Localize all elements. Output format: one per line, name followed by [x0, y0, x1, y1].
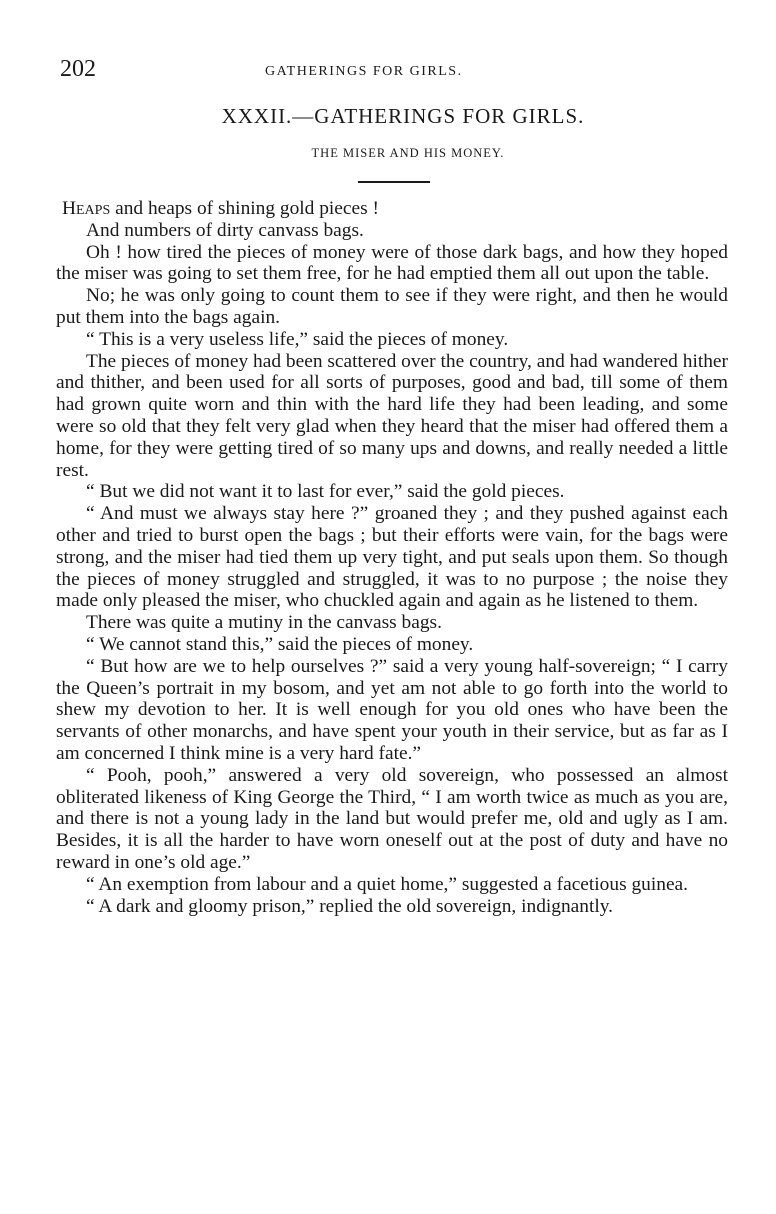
paragraph: “ And must we always stay here ?” groaned they ; and they pushed against each other and tried to burst open the bags ; but their efforts were vain, for the bags were strong, and the miser had tied them up very tight, and put seals upon them. So though the pieces of money struggled and struggled, it was to no purpose ; the noise they made only pleased the miser, who chuckled again and again as he listened to them.: [56, 503, 728, 612]
paragraph: Oh ! how tired the pieces of money were of those dark bags, and how they hoped the miser was going to set them free, for he had emptied them all out upon the table.: [56, 241, 728, 285]
running-head: [60, 56, 730, 86]
paragraph: “ A dark and gloomy prison,” replied the old sovereign, indignantly.: [86, 895, 614, 917]
page-number: 202: [60, 56, 96, 82]
paragraph: “ But how are we to help ourselves ?” said a very young half-sovereign; “ I carry the Queen’s portrait in my bosom, and yet am not able to go forth into the world to shew my devotion to her. It is well enough for you old ones who have been the servants of other monarchs, and have spent your youth in their service, but as far as I am concerned I think mine is a very hard fate.”: [56, 655, 728, 764]
paragraph-opening: [56, 198, 728, 220]
paragraph: The pieces of money had been scattered over the country, and had wandered hither and thither, and been used for all sorts of purposes, good and bad, till some of them had grown quite worn and thin with the hard life they had been leading, and some were so old that they felt very glad when they heard that the miser had offered them a home, for they were getting tired of so many ups and downs, and really needed a little rest.: [56, 350, 728, 481]
chapter-title: XXXII.—GATHERINGS FOR GIRLS.: [221, 104, 585, 128]
running-title: GATHERINGS FOR GIRLS.: [265, 64, 463, 79]
paragraph: No; he was only going to count them to see if they were right, and then he would put them into the bags again.: [56, 285, 728, 328]
opening-sentence: and heaps of shining gold pieces !: [110, 198, 379, 219]
paragraph: And numbers of dirty canvass bags.: [86, 219, 364, 241]
chapter-subtitle: THE MISER AND HIS MONEY.: [311, 146, 505, 160]
paragraph: “ This is a very useless life,” said the pieces of money.: [86, 328, 509, 350]
title-divider: [358, 181, 430, 183]
paragraph: “ We cannot stand this,” said the pieces of money.: [86, 633, 474, 655]
paragraph: There was quite a mutiny in the canvass bags.: [86, 612, 442, 634]
paragraph: “ Pooh, pooh,” answered a very old sovereign, who possessed an almost obliterated likeness of King George the Third, “ I am worth twice as much as you are, and there is not a young lady in the land but would prefer me, old and ugly as I am. Besides, it is all the harder to have worn oneself out at the post of duty and have no reward in one’s old age.”: [56, 764, 728, 873]
opening-word: Heaps: [62, 198, 111, 219]
paragraph: “ An exemption from labour and a quiet home,” suggested a facetious guinea.: [86, 873, 688, 895]
body-text: [56, 198, 728, 917]
paragraph: “ But we did not want it to last for ever,” said the gold pieces.: [86, 481, 565, 503]
